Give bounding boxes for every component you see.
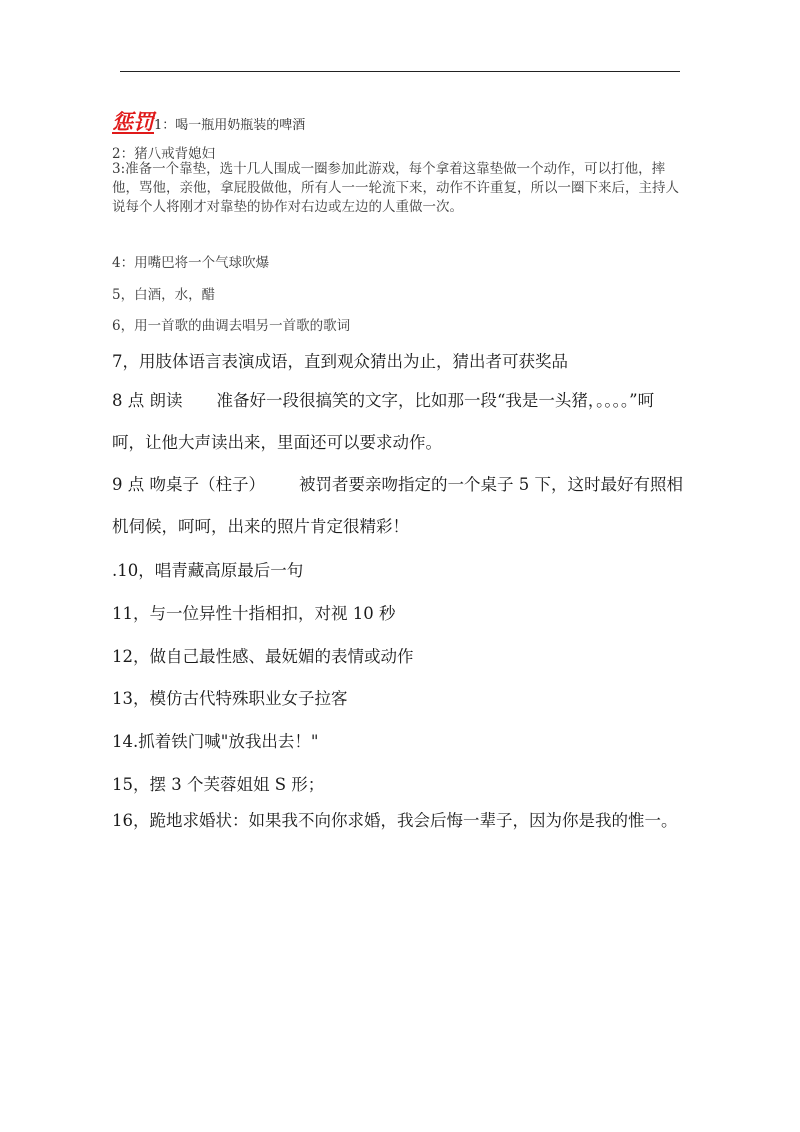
item-10: .10，唱青藏高原最后一句 (112, 561, 304, 580)
item-5: 5，白酒，水，醋 (112, 287, 216, 303)
item-9-label: 9 点 吻桌子（柱子） (112, 475, 265, 494)
item-16: 16，跪地求婚状：如果我不向你求婚，我会后悔一辈子，因为你是我的惟一。 (112, 811, 678, 830)
item-8 (112, 380, 687, 464)
item-9 (112, 464, 687, 548)
item-11: 11，与一位异性十指相扣，对视 10 秒 (112, 604, 396, 623)
item-12: 12，做自己最性感、最妩媚的表情或动作 (112, 647, 414, 666)
item-1: 1：喝一瓶用奶瓶装的啤酒 (154, 118, 306, 133)
item-6: 6，用一首歌的曲调去唱另一首歌的歌词 (112, 318, 351, 334)
section-heading: 惩罚 (112, 109, 154, 134)
item-8-label: 8 点 朗读 (112, 391, 183, 410)
item-13: 13，模仿古代特殊职业女子拉客 (112, 689, 348, 708)
first-line (112, 106, 305, 136)
item-2: 2：猪八戒背媳妇 (112, 146, 216, 162)
item-14: 14.抓着铁门喊"放我出去！" (112, 732, 319, 751)
item-7: 7，用肢体语言表演成语，直到观众猜出为止，猜出者可获奖品 (112, 352, 568, 371)
item-4: 4：用嘴巴将一个气球吹爆 (112, 255, 270, 271)
item-9-text: 被罚者要亲吻指定的一个桌子 5 下，这时最好有照相机伺候，呵呵，出来的照片肯定很精彩！ (112, 475, 683, 536)
header-rule (120, 71, 680, 72)
item-3: 3:准备一个靠垫，选十几人围成一圈参加此游戏，每个拿着这靠垫做一个动作，可以打他，摔他，骂他，亲他，拿屁股做他，所有人一一轮流下来，动作不许重复，所以一圈下来后，主持人说每个人将刚才对靠垫的协作对右边或左边的人重做一次。 (112, 161, 679, 215)
item-15: 15，摆 3 个芙蓉姐姐 S 形； (112, 775, 325, 794)
item-8-text: 准备好一段很搞笑的文字，比如那一段“我是一头猪，。。。。”呵呵，让他大声读出来，里面还可以要求动作。 (112, 391, 655, 452)
